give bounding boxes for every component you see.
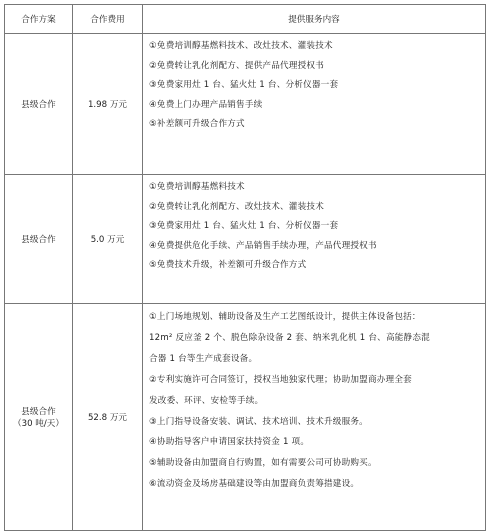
service-item: ⑥流动资金及场房基础建设等由加盟商负责筹措建设。 <box>149 479 360 490</box>
service-item: ③免费家用灶 1 台、猛火灶 1 台、分析仪器一套 <box>149 80 339 91</box>
table-row <box>5 175 486 304</box>
fee-cell: 5.0 万元 <box>73 175 143 304</box>
plan-cell <box>5 175 73 304</box>
service-item: 12m² 反应釜 2 个、脱色除杂设备 2 套、纳米乳化机 1 台、高能静态混 <box>149 332 430 343</box>
service-item: ②免费转让乳化剂配方、改灶技术、灌装技术 <box>149 201 324 212</box>
plan-capacity: （30 吨/天） <box>13 419 64 429</box>
service-item: ⑤补差额可升级合作方式 <box>149 119 245 130</box>
service-item: ⑤免费技术升级，补差额可升级合作方式 <box>149 260 307 271</box>
header-fee: 合作费用 <box>73 5 143 34</box>
service-item: ①上门场地规划、辅助设备及生产工艺图纸设计，提供主体设备包括： <box>149 312 421 322</box>
fee-cell: 1.98 万元 <box>73 34 143 175</box>
plan-cell <box>5 34 73 175</box>
plan-name: 县级合作 <box>21 235 56 245</box>
plan-cell <box>5 304 73 531</box>
table-row <box>5 34 486 175</box>
service-item: ④免费提供危化手续、产品销售手续办理，产品代理授权书 <box>149 240 377 251</box>
service-item: 合器 1 台等生产成套设备。 <box>149 353 258 364</box>
plan-name: 县级合作 <box>21 407 56 417</box>
table-header-row <box>5 5 486 34</box>
service-item: ③免费家用灶 1 台、猛火灶 1 台、分析仪器一套 <box>149 221 339 232</box>
plan-name: 县级合作 <box>21 100 56 110</box>
header-services: 提供服务内容 <box>143 5 486 34</box>
cooperation-plans-table <box>4 4 486 531</box>
service-item: ④协助指导客户申请国家扶持资金 1 项。 <box>149 437 310 448</box>
header-plan: 合作方案 <box>5 5 73 34</box>
services-cell <box>143 304 486 531</box>
service-item: 发改委、环评、安检等手续。 <box>149 395 264 406</box>
service-item: ⑤辅助设备由加盟商自行购置，如有需要公司可协助购买。 <box>149 458 377 469</box>
service-item: ④免费上门办理产品销售手续 <box>149 99 263 110</box>
service-item: ①免费培训醇基燃料技术、改灶技术、灌装技术 <box>149 41 333 51</box>
fee-cell: 52.8 万元 <box>73 304 143 531</box>
service-item: ③上门指导设备安装、调试、技术培训、技术升级服务。 <box>149 416 368 427</box>
service-item: ②专利实施许可合同签订，授权当地独家代理；协助加盟商办理全套 <box>149 374 412 385</box>
service-item: ①免费培训醇基燃料技术 <box>149 182 245 192</box>
service-item: ②免费转让乳化剂配方、提供产品代理授权书 <box>149 60 324 71</box>
services-cell <box>143 34 486 175</box>
table-row <box>5 304 486 531</box>
services-cell <box>143 175 486 304</box>
